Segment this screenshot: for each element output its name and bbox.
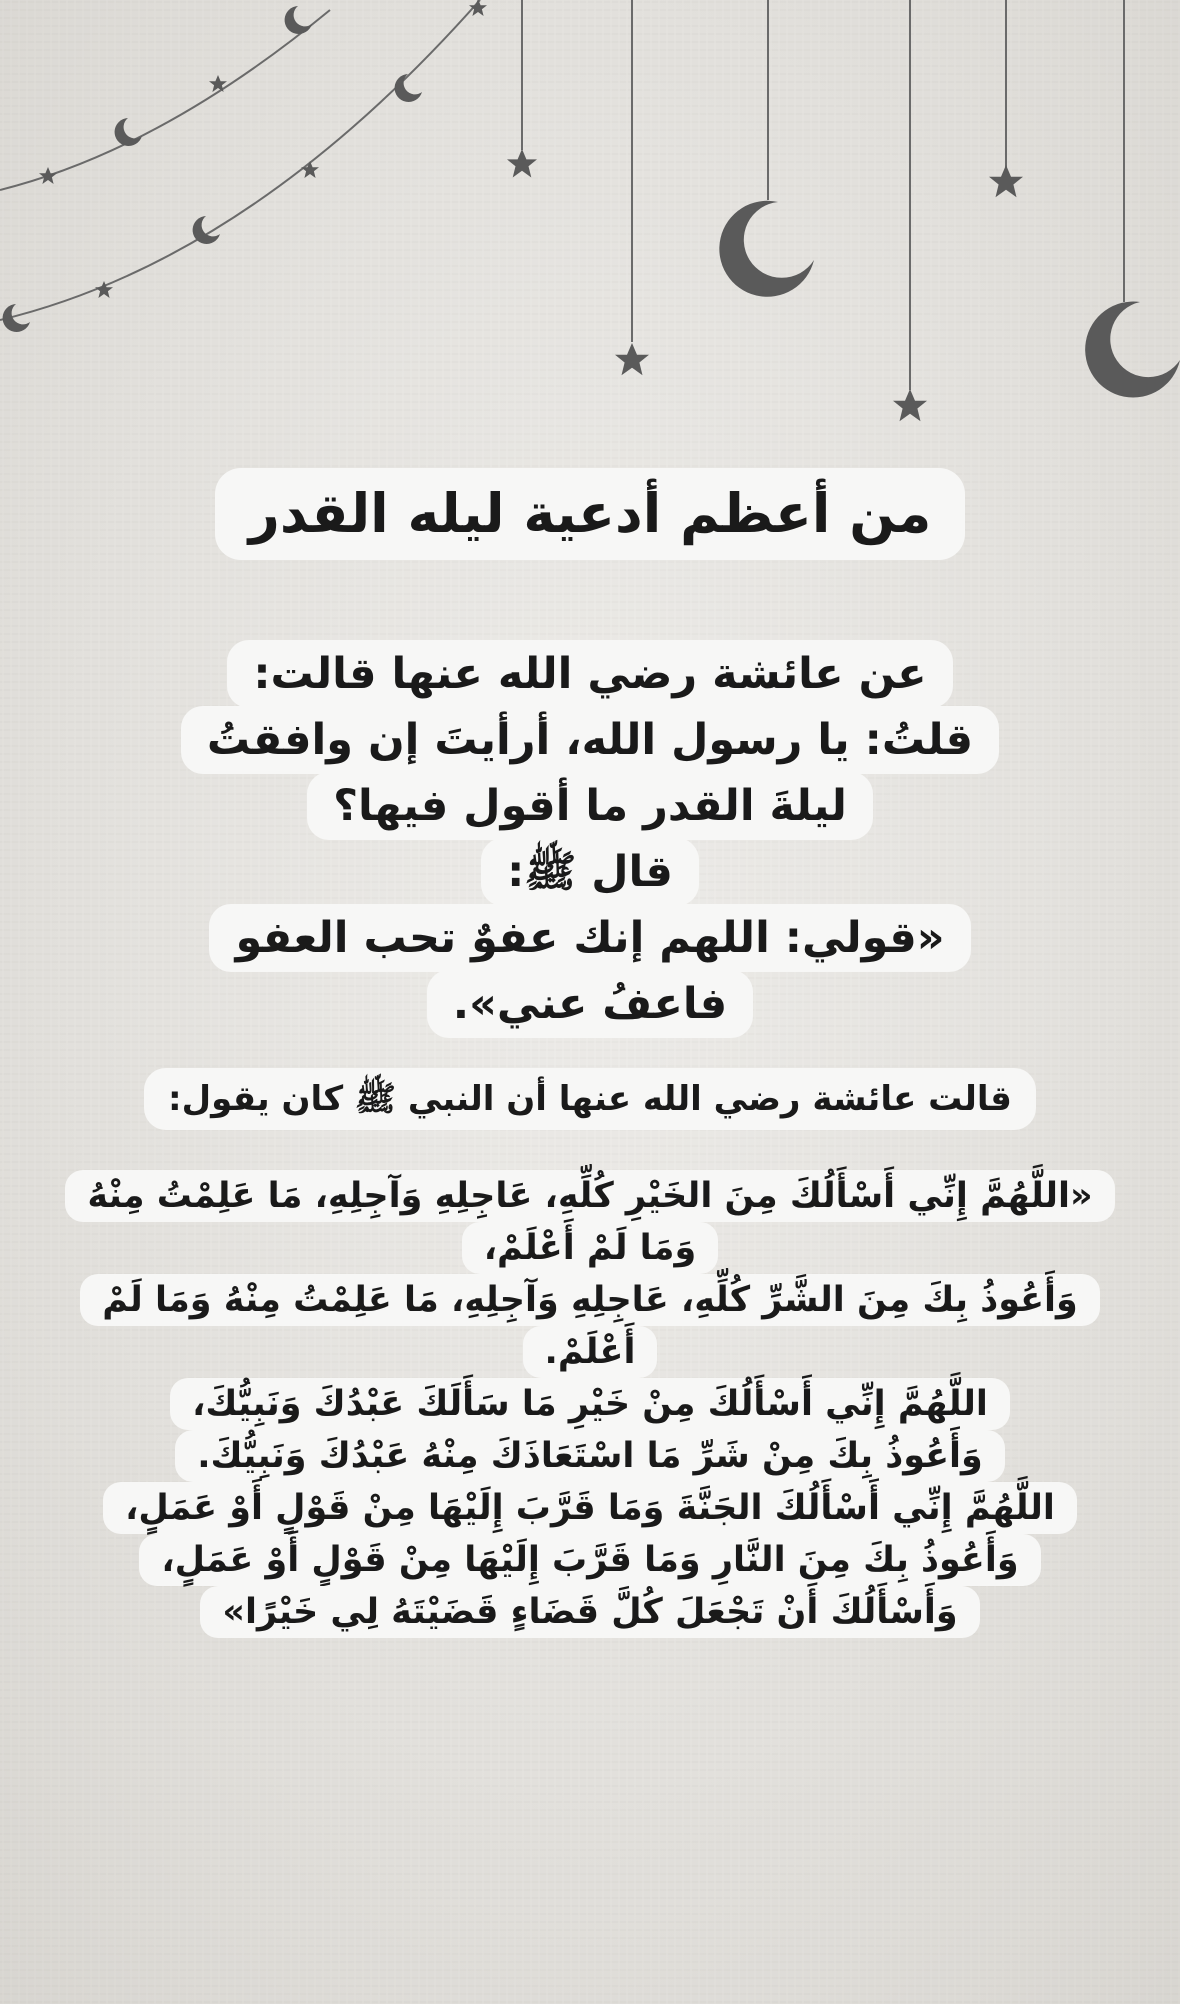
dua-line: وَأَعُوذُ بِكَ مِنْ شَرِّ مَا اسْتَعَاذَكَ مِنْهُ عَبْدُكَ وَنَبِيُّكَ. (175, 1430, 1005, 1482)
star-icon (615, 343, 649, 375)
ramadan-ornaments (0, 0, 1180, 460)
hadith-line: ليلةَ القدر ما أقول فيها؟ (307, 772, 873, 840)
second-hadith-intro (0, 1068, 1180, 1130)
dua-line: وَأَعُوذُ بِكَ مِنَ الشَّرِّ كُلِّهِ، عَاجِلِهِ وَآجِلِهِ، مَا عَلِمْتُ مِنْهُ وَمَا لَمْ (80, 1274, 1100, 1326)
dua-line: «اللَّهُمَّ إِنِّي أَسْأَلُكَ مِنَ الخَيْرِ كُلِّهِ، عَاجِلِهِ وَآجِلِهِ، مَا عَلِمْتُ مِنْهُ (65, 1170, 1114, 1222)
dua-line: أَعْلَمْ. (523, 1326, 658, 1378)
dua-line: اللَّهُمَّ إِنِّي أَسْأَلُكَ الجَنَّةَ وَمَا قَرَّبَ إِلَيْهَا مِنْ قَوْلٍ أَوْ عَمَلٍ، (103, 1482, 1077, 1534)
dua-line: اللَّهُمَّ إِنِّي أَسْأَلُكَ مِنْ خَيْرِ مَا سَأَلَكَ عَبْدُكَ وَنَبِيُّكَ، (170, 1378, 1010, 1430)
star-icon (301, 161, 319, 178)
hadith-line: «قولي: اللهم إنك عفوٌ تحب العفو (209, 904, 970, 972)
hadith-line: عن عائشة رضي الله عنها قالت: (227, 640, 952, 708)
star-icon (39, 167, 57, 184)
hadith-line: قال ﷺ: (481, 838, 699, 906)
crescent-moon-icon (115, 118, 142, 146)
hadith-line: فاعفُ عني». (427, 970, 753, 1038)
hadith-aisha-question (0, 640, 1180, 1036)
crescent-moon-icon (3, 304, 30, 332)
title-text: من أعظم أدعية ليله القدر (215, 468, 966, 560)
dua-line: وَأَسْأَلُكَ أَنْ تَجْعَلَ كُلَّ قَضَاءٍ قَضَيْتَهُ لِي خَيْرًا» (200, 1586, 979, 1638)
crescent-moon-icon (719, 201, 814, 297)
dua-line: وَمَا لَمْ أَعْلَمْ، (462, 1222, 718, 1274)
star-icon (209, 75, 227, 92)
star-icon (507, 149, 537, 178)
post-title (0, 468, 1180, 560)
hadith-line: قلتُ: يا رسول الله، أرأيتَ إن وافقتُ (181, 706, 999, 774)
crescent-moon-icon (285, 6, 312, 34)
star-icon (893, 389, 927, 421)
crescent-moon-icon (1085, 302, 1180, 398)
crescent-moon-icon (395, 74, 422, 102)
intro-text: قالت عائشة رضي الله عنها أن النبي ﷺ كان يقول: (144, 1068, 1036, 1130)
crescent-moon-icon (193, 216, 220, 244)
dua-text (0, 1170, 1180, 1638)
star-icon (989, 165, 1023, 197)
dua-line: وَأَعُوذُ بِكَ مِنَ النَّارِ وَمَا قَرَّبَ إِلَيْهَا مِنْ قَوْلٍ أَوْ عَمَلٍ، (139, 1534, 1040, 1586)
